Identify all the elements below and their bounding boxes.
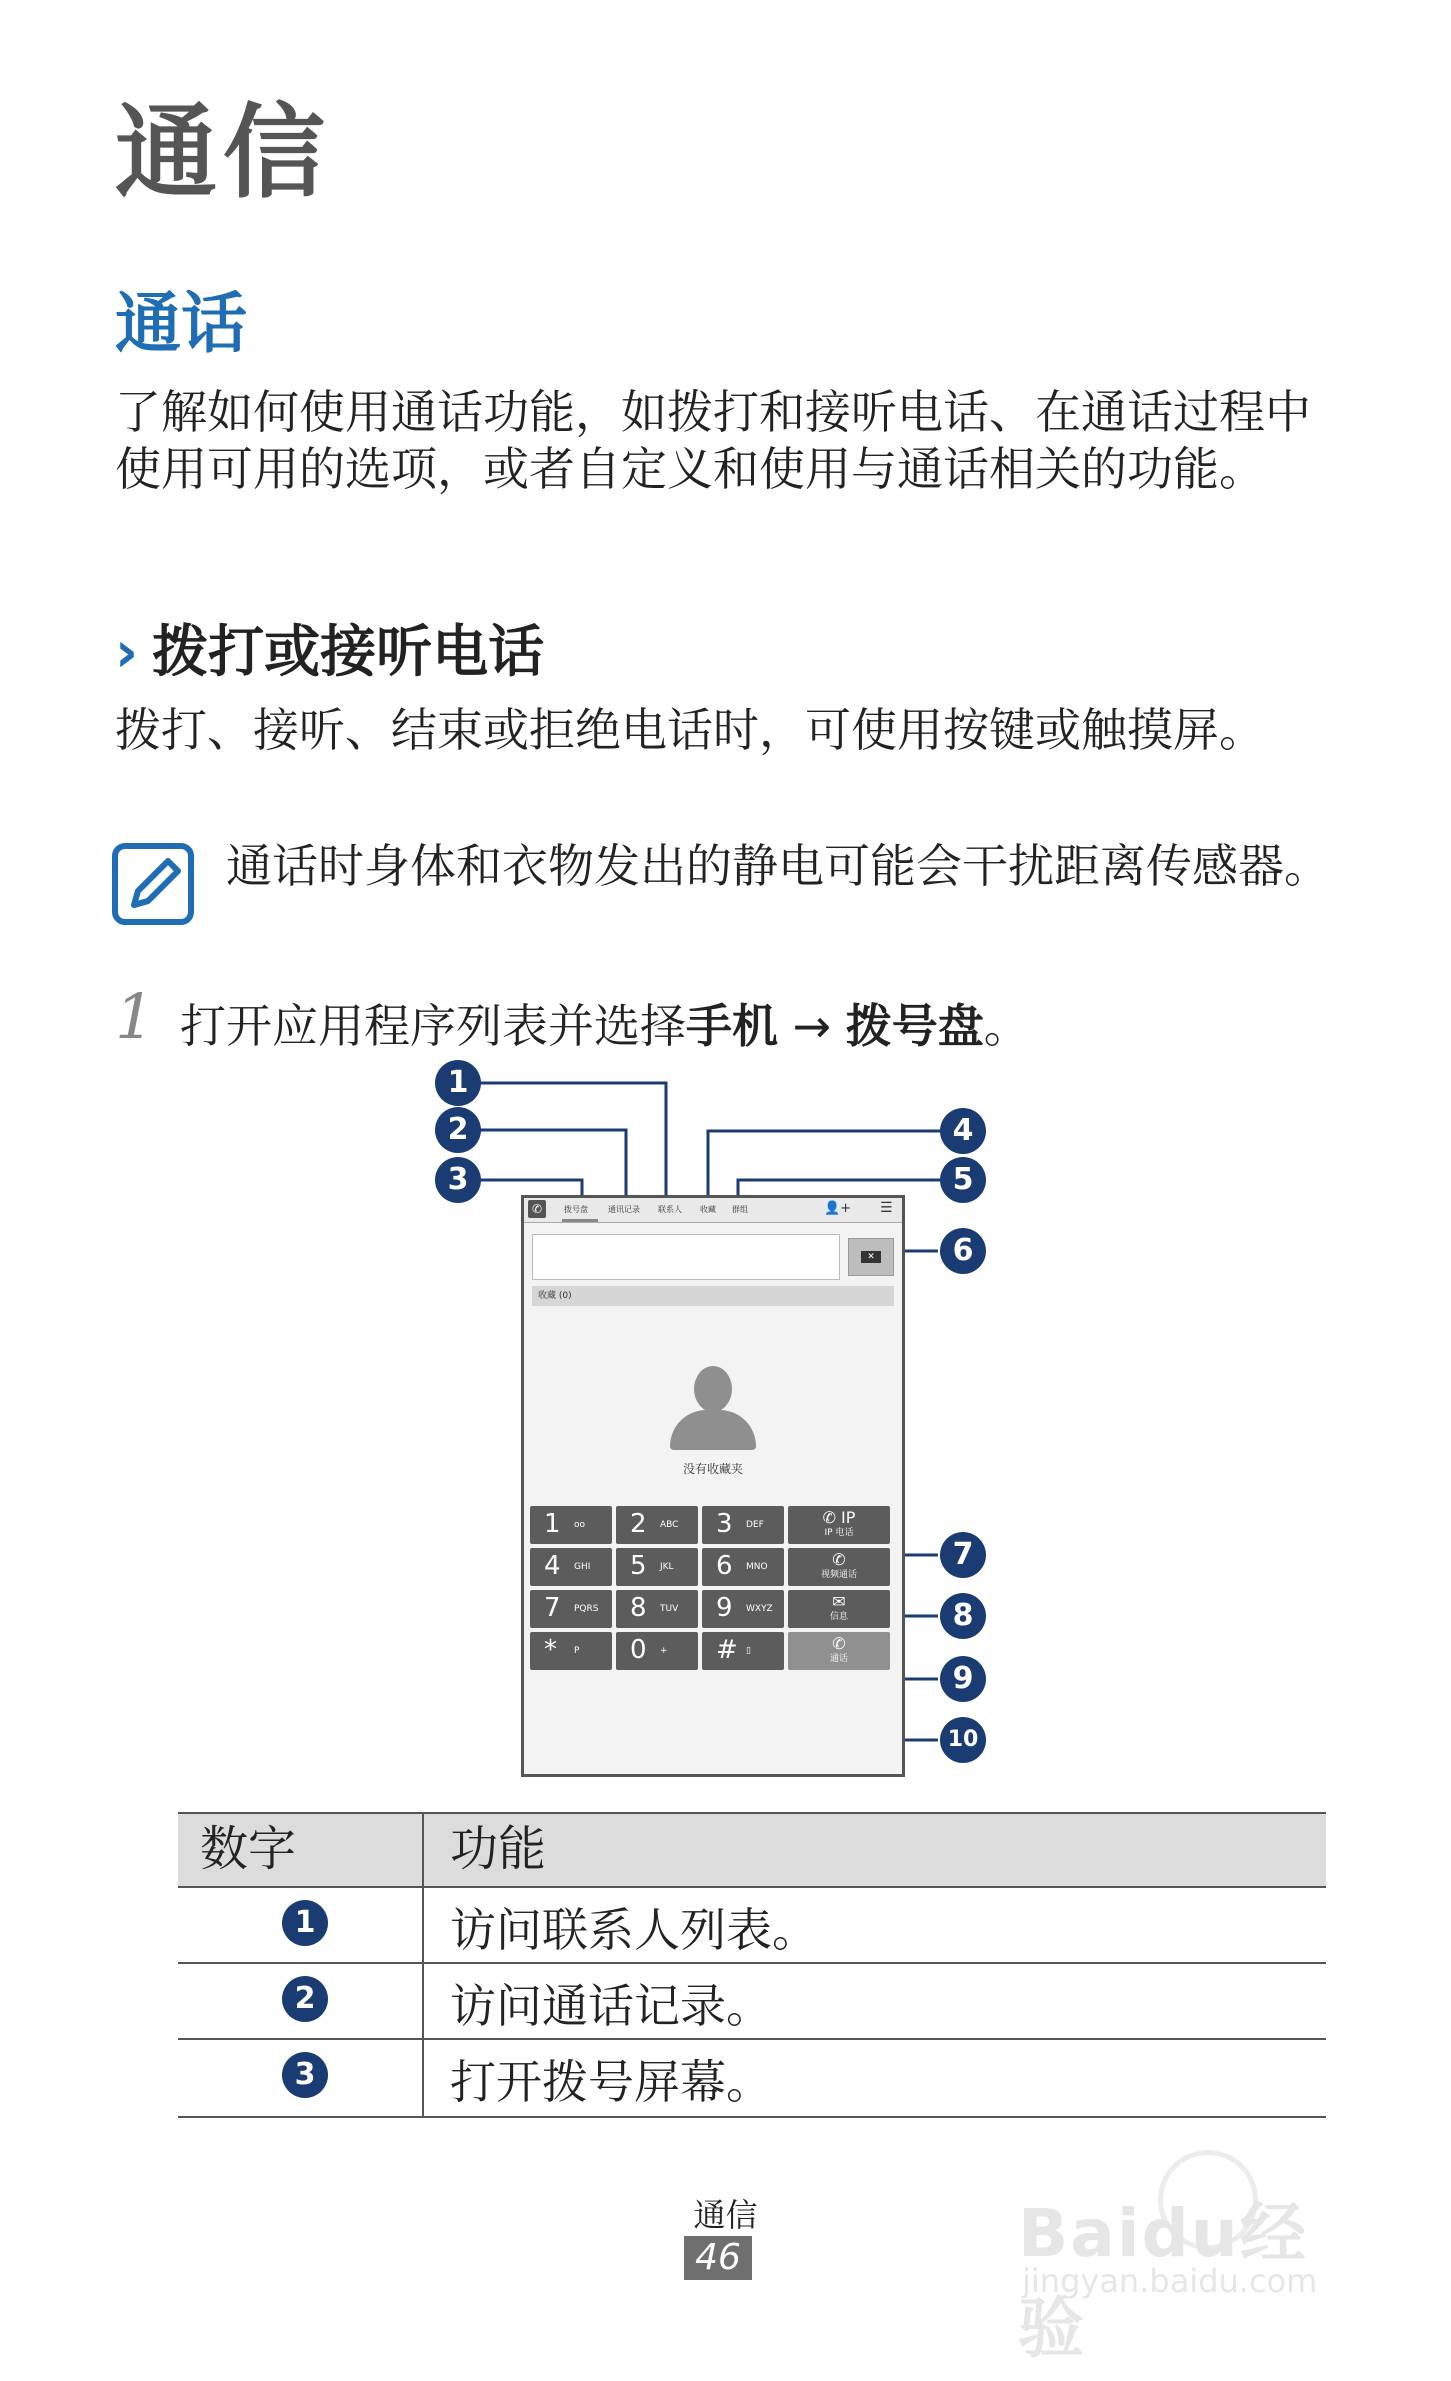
table-rule xyxy=(178,2038,1326,2040)
callout-10: 10 xyxy=(940,1717,986,1763)
watermark-url: jingyan.baidu.com xyxy=(1022,2262,1318,2300)
video-call-icon: ✆ xyxy=(832,1550,846,1569)
vibrate-icon: ▯ xyxy=(746,1646,751,1656)
tab-call-log[interactable]: 通讯记录 xyxy=(608,1205,640,1214)
table-row-number: 3 xyxy=(282,2052,328,2098)
key-digit: 5 xyxy=(630,1551,647,1581)
key-digit: 8 xyxy=(630,1593,647,1623)
key-digit: 6 xyxy=(716,1551,733,1581)
ip-call-icon: ✆ IP xyxy=(822,1508,856,1527)
backspace-button[interactable] xyxy=(848,1238,894,1276)
number-input[interactable] xyxy=(532,1234,840,1280)
table-row-text: 访问通话记录。 xyxy=(450,1979,772,2033)
chevron-right-icon: › xyxy=(115,620,139,685)
step-text-lead: 打开应用程序列表并选择 xyxy=(180,999,686,1053)
add-contact-icon[interactable]: 👤+ xyxy=(824,1201,852,1216)
video-call-button[interactable] xyxy=(788,1548,890,1586)
chapter-title: 通信 xyxy=(115,94,331,213)
key-digit: 2 xyxy=(630,1509,647,1539)
table-header-number: 数字 xyxy=(178,1812,422,1886)
key-1[interactable] xyxy=(530,1506,612,1544)
active-tab-indicator xyxy=(562,1219,598,1222)
key-sub: PQRS xyxy=(574,1604,599,1614)
phone-dialer-screenshot xyxy=(521,1195,905,1777)
table-row-number: 2 xyxy=(282,1976,328,2022)
tab-favorites[interactable]: 收藏 xyxy=(700,1205,716,1214)
tab-dialpad[interactable]: 拨号盘 xyxy=(564,1205,588,1214)
callout-1: 1 xyxy=(435,1060,481,1106)
callout-5: 5 xyxy=(940,1157,986,1203)
subsection-title: 拨打或接听电话 xyxy=(152,620,545,685)
callout-8: 8 xyxy=(940,1593,986,1639)
tab-contacts[interactable]: 联系人 xyxy=(658,1205,682,1214)
key-digit: 1 xyxy=(544,1509,561,1539)
key-0[interactable] xyxy=(616,1632,698,1670)
step-dialpad-label: 拨号盘 xyxy=(845,999,984,1053)
intro-paragraph: 了解如何使用通话功能，如拨打和接听电话、在通话过程中使用可用的选项，或者自定义和使用与通话相关的功能。 xyxy=(115,385,1311,496)
key-5[interactable] xyxy=(616,1548,698,1586)
table-divider xyxy=(422,1812,424,2118)
call-button[interactable] xyxy=(788,1632,890,1670)
key-digit: * xyxy=(544,1635,557,1665)
ip-call-label: IP 电话 xyxy=(824,1528,854,1538)
table-row-number: 1 xyxy=(282,1900,328,1946)
key-6[interactable] xyxy=(702,1548,784,1586)
key-sub: MNO xyxy=(746,1562,768,1572)
key-digit: 3 xyxy=(716,1509,733,1539)
key-2[interactable] xyxy=(616,1506,698,1544)
key-hash[interactable] xyxy=(702,1632,784,1670)
key-digit: 9 xyxy=(716,1593,733,1623)
phone-icon: ✆ xyxy=(528,1200,546,1218)
empty-favorites-label: 没有收藏夹 xyxy=(682,1462,743,1476)
callout-2: 2 xyxy=(435,1107,481,1153)
video-call-label: 视频通话 xyxy=(820,1570,857,1580)
step-arrow: → xyxy=(778,999,846,1053)
key-digit: 4 xyxy=(544,1551,561,1581)
favorites-bar: 收藏 (0) xyxy=(532,1286,894,1306)
table-row-text: 打开拨号屏幕。 xyxy=(450,2055,772,2109)
key-3[interactable] xyxy=(702,1506,784,1544)
step-text-end: 。 xyxy=(983,999,1030,1053)
avatar-icon xyxy=(694,1366,732,1412)
step-phone-label: 手机 xyxy=(686,999,778,1053)
key-sub: DEF xyxy=(746,1520,764,1530)
avatar-body xyxy=(670,1410,756,1450)
menu-icon[interactable]: ☰ xyxy=(880,1200,893,1216)
tab-groups[interactable]: 群组 xyxy=(732,1205,748,1214)
table-rule xyxy=(178,2116,1326,2118)
dialer-tab-bar xyxy=(524,1198,902,1223)
step-number: 1 xyxy=(115,980,155,1053)
subsection-paragraph: 拨打、接听、结束或拒绝电话时，可使用按键或触摸屏。 xyxy=(115,703,1265,757)
callout-3: 3 xyxy=(435,1157,481,1203)
key-digit: 0 xyxy=(630,1635,647,1665)
table-rule xyxy=(178,1886,1326,1888)
key-sub: + xyxy=(660,1646,668,1656)
note-text: 通话时身体和衣物发出的静电可能会干扰距离传感器。 xyxy=(226,839,1330,893)
key-star[interactable] xyxy=(530,1632,612,1670)
key-sub: GHI xyxy=(574,1562,591,1572)
call-label: 通话 xyxy=(829,1654,848,1664)
baidu-watermark xyxy=(1018,2150,1348,2367)
table-rule xyxy=(178,1812,1326,1814)
key-sub: P xyxy=(574,1646,580,1656)
callout-7: 7 xyxy=(940,1532,986,1578)
key-sub: oo xyxy=(574,1520,586,1530)
message-label: 信息 xyxy=(829,1612,848,1622)
envelope-icon: ✉ xyxy=(832,1592,846,1611)
message-button[interactable] xyxy=(788,1590,890,1628)
key-8[interactable] xyxy=(616,1590,698,1628)
table-rule xyxy=(178,1962,1326,1964)
table-row-text: 访问联系人列表。 xyxy=(450,1903,818,1957)
key-9[interactable] xyxy=(702,1590,784,1628)
section-title: 通话 xyxy=(115,285,247,362)
backspace-icon: ✕ xyxy=(861,1251,881,1263)
ip-call-button[interactable] xyxy=(788,1506,890,1544)
key-sub: TUV xyxy=(660,1604,679,1614)
key-4[interactable] xyxy=(530,1548,612,1586)
key-sub: ABC xyxy=(660,1520,679,1530)
table-header-function: 功能 xyxy=(424,1812,1326,1886)
key-sub: JKL xyxy=(660,1562,674,1572)
footer-title: 通信 xyxy=(693,2196,758,2234)
callout-9: 9 xyxy=(940,1656,986,1702)
callout-6: 6 xyxy=(940,1228,986,1274)
key-digit: # xyxy=(716,1635,738,1665)
watermark-brand: Baidu经验 xyxy=(1018,2195,1308,2367)
phone-icon: ✆ xyxy=(832,1634,846,1653)
page-number: 46 xyxy=(684,2236,752,2280)
key-sub: WXYZ xyxy=(746,1604,773,1614)
key-7[interactable] xyxy=(530,1590,612,1628)
callout-4: 4 xyxy=(940,1108,986,1154)
key-digit: 7 xyxy=(544,1593,561,1623)
